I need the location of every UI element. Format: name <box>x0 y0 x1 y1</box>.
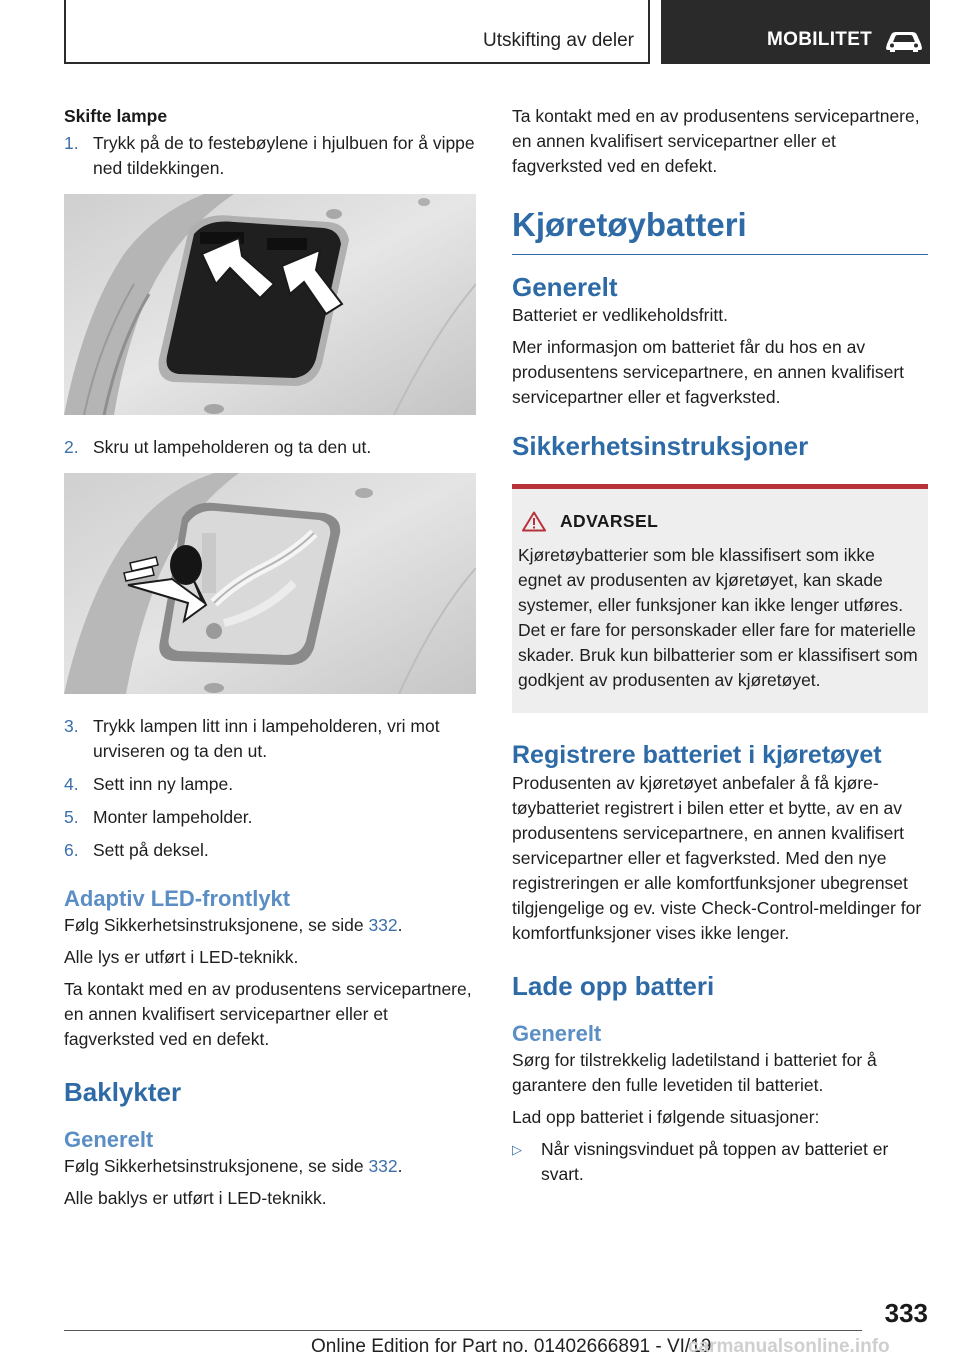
lade-bullet-list <box>512 1137 928 1187</box>
adaptiv-paragraph-1 <box>64 913 476 938</box>
registrere-paragraph: Produsenten av kjøretøyet anbefaler å få kjøretøybatteriet registrert i bilen etter et bytte, av en av produsentens servicepartnere, en annen kvalifisert servicepartner eller et fagverksted. Med den nye registreringen er alle komfortfunksjoner ubegrenset tilgjengelige og ev. viste Check-Control-meldinger for komfortfunksjoner vises ikke lenger. <box>512 773 922 943</box>
step-number: 2. <box>64 437 79 457</box>
footer-rule <box>64 1330 862 1331</box>
header-chapter-box <box>661 0 930 64</box>
registrere-heading: Registrere batteriet i kjøretøyet <box>512 741 882 769</box>
list-item-text: Når visningsvinduet på toppen av batteriet er svart. <box>541 1139 889 1184</box>
warning-label: ADVARSEL <box>560 511 659 531</box>
step-text: Monter lampeholder. <box>93 807 253 827</box>
lamp-holder-photo <box>64 473 476 694</box>
lade-paragraph-2: Lad opp batteriet i følgende situasjoner: <box>512 1107 820 1127</box>
page-link[interactable]: 332 <box>368 1156 398 1176</box>
header-section-title: Utskifting av deler <box>482 30 634 51</box>
watermark-text: carmanualsonline.info <box>688 1336 890 1357</box>
bullet-triangle-icon: ▷ <box>512 1142 522 1157</box>
text-span: . <box>397 915 403 935</box>
left-column <box>64 104 476 1211</box>
wheel-arch-cover-photo <box>64 194 476 415</box>
step-number: 5. <box>64 807 79 827</box>
step-item <box>64 838 476 863</box>
step-text: Sett inn ny lampe. <box>93 774 234 794</box>
text-span: Følg Sikkerhetsinstruksjonene, se side <box>64 1156 369 1176</box>
page-number: 333 <box>884 1298 928 1328</box>
lade-paragraph-1: Sørg for tilstrekkelig ladetilstand i batteriet for å garantere den fulle levetiden til batteriet. <box>512 1050 877 1095</box>
step-text: Sett på deksel. <box>93 840 209 860</box>
steps-list-b <box>64 435 476 460</box>
warning-triangle-icon <box>522 511 546 532</box>
baklykter-paragraph-1 <box>64 1154 476 1179</box>
car-icon <box>883 29 925 53</box>
lade-opp-heading: Lade opp batteri <box>512 971 715 1001</box>
baklykter-generelt-heading: Generelt <box>64 1127 154 1152</box>
header-chapter-title: MOBILITET <box>767 29 873 50</box>
adaptiv-paragraph-3: Ta kontakt med en av produsentens servicepartnere, en annen kvalifisert servicepartner eller et fagverksted ved en defekt. <box>64 979 472 1049</box>
skifte-lampe-title: Skifte lampe <box>64 106 168 126</box>
step-number: 3. <box>64 716 79 736</box>
page-link[interactable]: 332 <box>368 915 398 935</box>
sikkerhet-heading: Sikkerhetsinstruksjoner <box>512 431 809 461</box>
step-number: 4. <box>64 774 79 794</box>
steps-list-c <box>64 714 476 863</box>
text-span: . <box>397 1156 403 1176</box>
step-item <box>64 435 476 460</box>
warning-title-row <box>518 511 918 532</box>
lade-generelt-heading: Generelt <box>512 1021 602 1046</box>
adaptiv-led-heading: Adaptiv LED-frontlykt <box>64 886 291 911</box>
step-item <box>64 805 476 830</box>
battery-paragraph-1: Batteriet er vedlikeholdsfritt. <box>512 305 728 325</box>
step-text: Trykk på de to festebøylene i hjulbuen for å vippe ned tildekkingen. <box>93 133 475 178</box>
steps-list-a <box>64 131 476 181</box>
step-text: Trykk lampen litt inn i lampeholderen, vri mot urviseren og ta den ut. <box>93 716 440 761</box>
step-item <box>64 131 476 181</box>
contact-paragraph: Ta kontakt med en av produsentens servicepartnere, en annen kvalifisert servicepartner eller et fagverksted ved en defekt. <box>512 106 920 176</box>
header-section-box <box>64 0 650 64</box>
step-text: Skru ut lampeholderen og ta den ut. <box>93 437 372 457</box>
step-item <box>64 772 476 797</box>
warning-text: Kjøretøybatterier som ble klassifisert som ikke egnet av produsenten av kjøretøyet, kan skade systemer, eller funksjoner kan ikke lenger utføres. Det er fare for personskader eller fare for materielle skader. Bruk kun bilbatterier som er klassifisert som godkjent av produsenten av kjøretøyet. <box>518 545 918 690</box>
step-item <box>64 714 476 764</box>
step-number: 1. <box>64 133 79 153</box>
text-span: Følg Sikkerhetsinstruksjonene, se side <box>64 915 369 935</box>
step-number: 6. <box>64 840 79 860</box>
kjoretoybatteri-heading: Kjøretøybatteri <box>512 205 928 255</box>
baklykter-heading: Baklykter <box>64 1077 182 1107</box>
footer-edition: Online Edition for Part no. 01402666891 - VI/19 <box>311 1336 712 1357</box>
adaptiv-paragraph-2: Alle lys er utført i LED-teknikk. <box>64 947 299 967</box>
battery-generelt-heading: Generelt <box>512 272 618 302</box>
right-column <box>512 104 928 1187</box>
battery-paragraph-2: Mer informasjon om batteriet får du hos en av produsentens servicepartnere, en annen kvalifisert servicepartner eller et fagverksted. <box>512 337 905 407</box>
list-item <box>512 1137 928 1187</box>
warning-box <box>512 484 928 713</box>
baklykter-paragraph-2: Alle baklys er utført i LED-teknikk. <box>64 1188 327 1208</box>
